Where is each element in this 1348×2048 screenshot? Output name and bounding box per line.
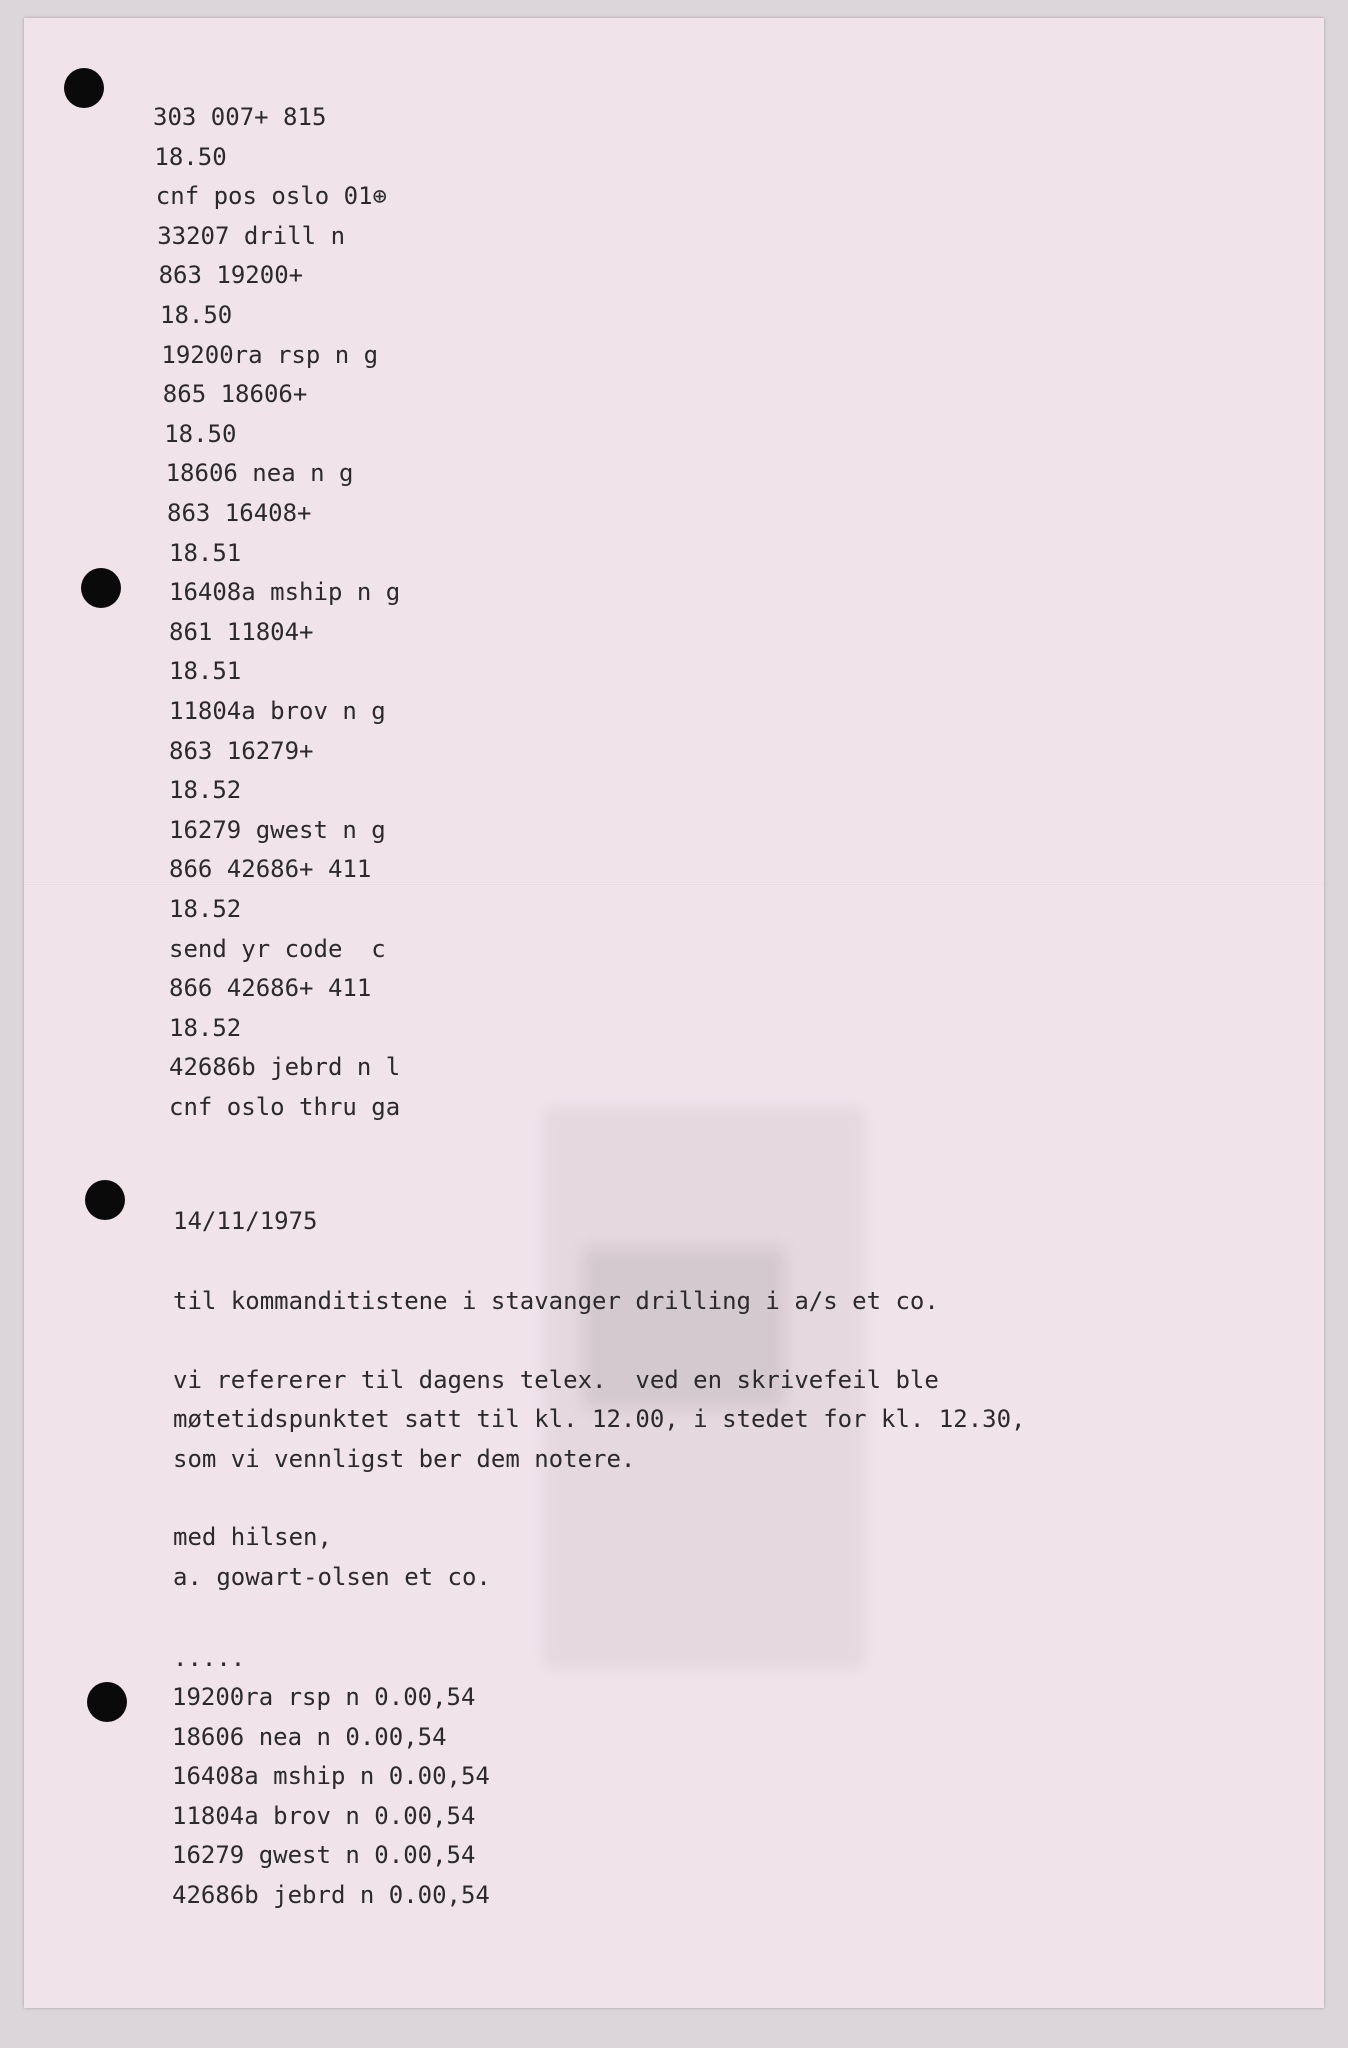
punch-hole <box>81 568 121 608</box>
log-line: 19200ra rsp n g <box>161 340 379 369</box>
log-line: 18.50 <box>154 142 227 171</box>
confirmation-line: 16408a mship n 0.00,54 <box>172 1762 490 1791</box>
confirmation-line: 42686b jebrd n 0.00,54 <box>172 1881 490 1909</box>
log-line: 18.51 <box>169 657 242 686</box>
log-line: 42686b jebrd n l <box>169 1053 401 1082</box>
log-line: 866 42686+ 411 <box>169 855 372 884</box>
punch-hole <box>85 1180 125 1220</box>
message-signature: a. gowart-olsen et co. <box>173 1563 491 1591</box>
confirmation-line: 16279 gwest n 0.00,54 <box>172 1841 476 1870</box>
log-line: 18.52 <box>169 895 242 923</box>
message-body-line: møtetidspunktet satt til kl. 12.00, i stedet for kl. 12.30, <box>173 1405 1026 1433</box>
log-line: 866 42686+ 411 <box>169 974 372 1003</box>
log-line: cnf pos oslo 01⊕ <box>155 182 387 211</box>
log-line: 865 18606+ <box>162 380 308 409</box>
message-addressee: til kommanditistene i stavanger drilling i a/s et co. <box>173 1287 939 1315</box>
log-line: 863 16279+ <box>169 736 314 765</box>
log-line: 861 11804+ <box>169 617 314 646</box>
log-line: 16408a mship n g <box>169 578 401 607</box>
confirmation-line: 18606 nea n 0.00,54 <box>172 1722 447 1751</box>
confirmation-line: 11804a brov n 0.00,54 <box>172 1801 476 1830</box>
footer-separator: ..... <box>173 1644 246 1672</box>
message-date: 14/11/1975 <box>173 1207 318 1235</box>
message-body-line: som vi vennligst ber dem notere. <box>173 1445 636 1473</box>
log-line: 18.52 <box>169 776 242 805</box>
log-line: 33207 drill n <box>157 221 346 250</box>
log-line: 863 19200+ <box>158 261 304 290</box>
log-line: 16279 gwest n g <box>169 815 386 844</box>
punch-hole <box>64 68 104 108</box>
log-line: 18.51 <box>169 538 242 567</box>
log-line: 18.50 <box>164 419 237 448</box>
message-body-line: vi refererer til dagens telex. ved en skrivefeil ble <box>173 1366 939 1394</box>
log-line: 18.52 <box>169 1013 242 1042</box>
log-line: 11804a brov n g <box>169 697 386 725</box>
log-line: 863 16408+ <box>167 499 312 527</box>
log-line: send yr code c <box>169 934 386 963</box>
confirmation-line: 19200ra rsp n 0.00,54 <box>172 1683 476 1711</box>
log-line: 303 007+ 815 <box>153 103 327 131</box>
message-closing: med hilsen, <box>173 1523 332 1551</box>
punch-hole <box>87 1682 127 1722</box>
log-line: 18.50 <box>160 301 233 329</box>
log-line: 18606 nea n g <box>165 459 354 488</box>
log-line: cnf oslo thru ga <box>169 1093 401 1121</box>
